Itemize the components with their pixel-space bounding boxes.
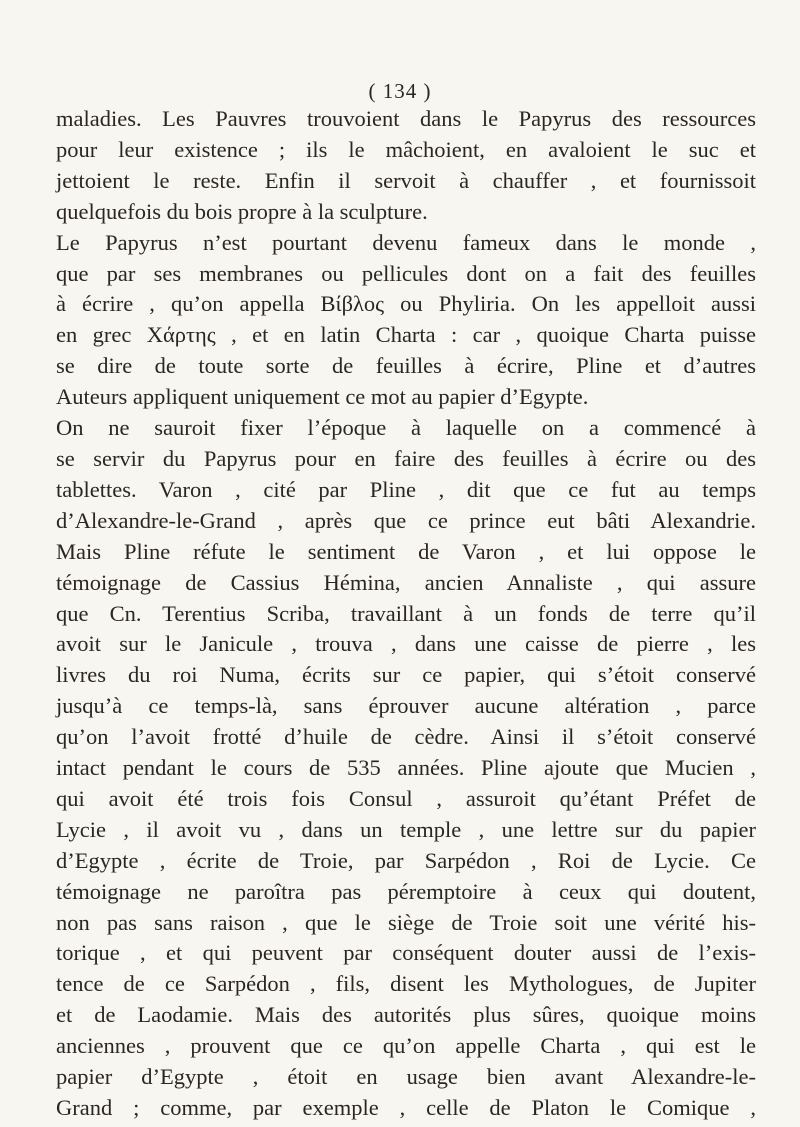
text-line: Lycie , il avoit vu , dans un temple , une lettre sur du papier xyxy=(56,816,756,842)
text-line: et de Laodamie. Mais des autorités plus sûres, quoique moins xyxy=(56,1002,756,1028)
text-line: qui avoit été trois fois Consul , assuroit qu’étant Préfet de xyxy=(56,785,756,811)
text-line: On ne sauroit fixer l’époque à laquelle on a commencé à xyxy=(56,415,756,441)
text-line: témoignage ne paroîtra pas péremptoire à ceux qui doutent, xyxy=(56,878,756,904)
text-line: intact pendant le cours de 535 années. Pline ajoute que Mucien , xyxy=(56,755,756,781)
text-line: se servir du Papyrus pour en faire des feuilles à écrire ou des xyxy=(56,445,756,471)
page-number: ( 134 ) xyxy=(368,79,432,103)
text-line: jettoient le reste. Enfin il servoit à chauffer , et fournissoit xyxy=(56,167,756,193)
text-line: d’Egypte , écrite de Troie, par Sarpédon , Roi de Lycie. Ce xyxy=(56,847,756,873)
text-line: tence de ce Sarpédon , fils, disent les Mythologues, de Jupiter xyxy=(56,971,756,997)
text-line: livres du roi Numa, écrits sur ce papier, qui s’étoit conservé xyxy=(56,662,756,688)
text-line: quelquefois du bois propre à la sculpture. xyxy=(56,198,428,224)
text-line: d’Alexandre-le-Grand , après que ce prince eut bâti Alexandrie. xyxy=(56,507,756,533)
text-line: que Cn. Terentius Scriba, travaillant à un fonds de terre qu’il xyxy=(56,600,756,626)
text-line: non pas sans raison , que le siège de Troie soit une vérité his- xyxy=(56,909,756,935)
text-line: témoignage de Cassius Hémina, ancien Annaliste , qui assure xyxy=(56,569,756,595)
body-text xyxy=(56,104,756,1124)
text-line: en grec Χάρτης , et en latin Charta : car , quoique Charta puisse xyxy=(56,322,756,348)
text-line: tablettes. Varon , cité par Pline , dit que ce fut au temps xyxy=(56,476,756,502)
text-line: pour leur existence ; ils le mâchoient, en avaloient le suc et xyxy=(56,136,756,162)
text-line: anciennes , prouvent que ce qu’on appelle Charta , qui est le xyxy=(56,1033,756,1059)
text-line: à écrire , qu’on appella Βίβλος ou Phyliria. On les appelloit aussi xyxy=(56,291,756,317)
text-line: Mais Pline réfute le sentiment de Varon , et lui oppose le xyxy=(56,538,756,564)
text-line: Le Papyrus n’est pourtant devenu fameux dans le monde , xyxy=(56,229,756,255)
text-line: papier d’Egypte , étoit en usage bien avant Alexandre-le- xyxy=(56,1064,756,1090)
text-line: Auteurs appliquent uniquement ce mot au papier d’Egypte. xyxy=(56,384,589,410)
text-line: maladies. Les Pauvres trouvoient dans le Papyrus des ressources xyxy=(56,106,756,131)
text-line: se dire de toute sorte de feuilles à écrire, Pline et d’autres xyxy=(56,353,756,379)
text-line: avoit sur le Janicule , trouva , dans une caisse de pierre , les xyxy=(56,631,756,657)
text-line: que par ses membranes ou pellicules dont on a fait des feuilles xyxy=(56,260,756,286)
text-line: jusqu’à ce temps-là, sans éprouver aucune altération , parce xyxy=(56,693,756,719)
text-line: qu’on l’avoit frotté d’huile de cèdre. Ainsi il s’étoit conservé xyxy=(56,724,756,750)
text-line: torique , et qui peuvent par conséquent douter aussi de l’exis- xyxy=(56,940,756,966)
text-line: Grand ; comme, par exemple , celle de Platon le Comique , xyxy=(56,1095,756,1120)
